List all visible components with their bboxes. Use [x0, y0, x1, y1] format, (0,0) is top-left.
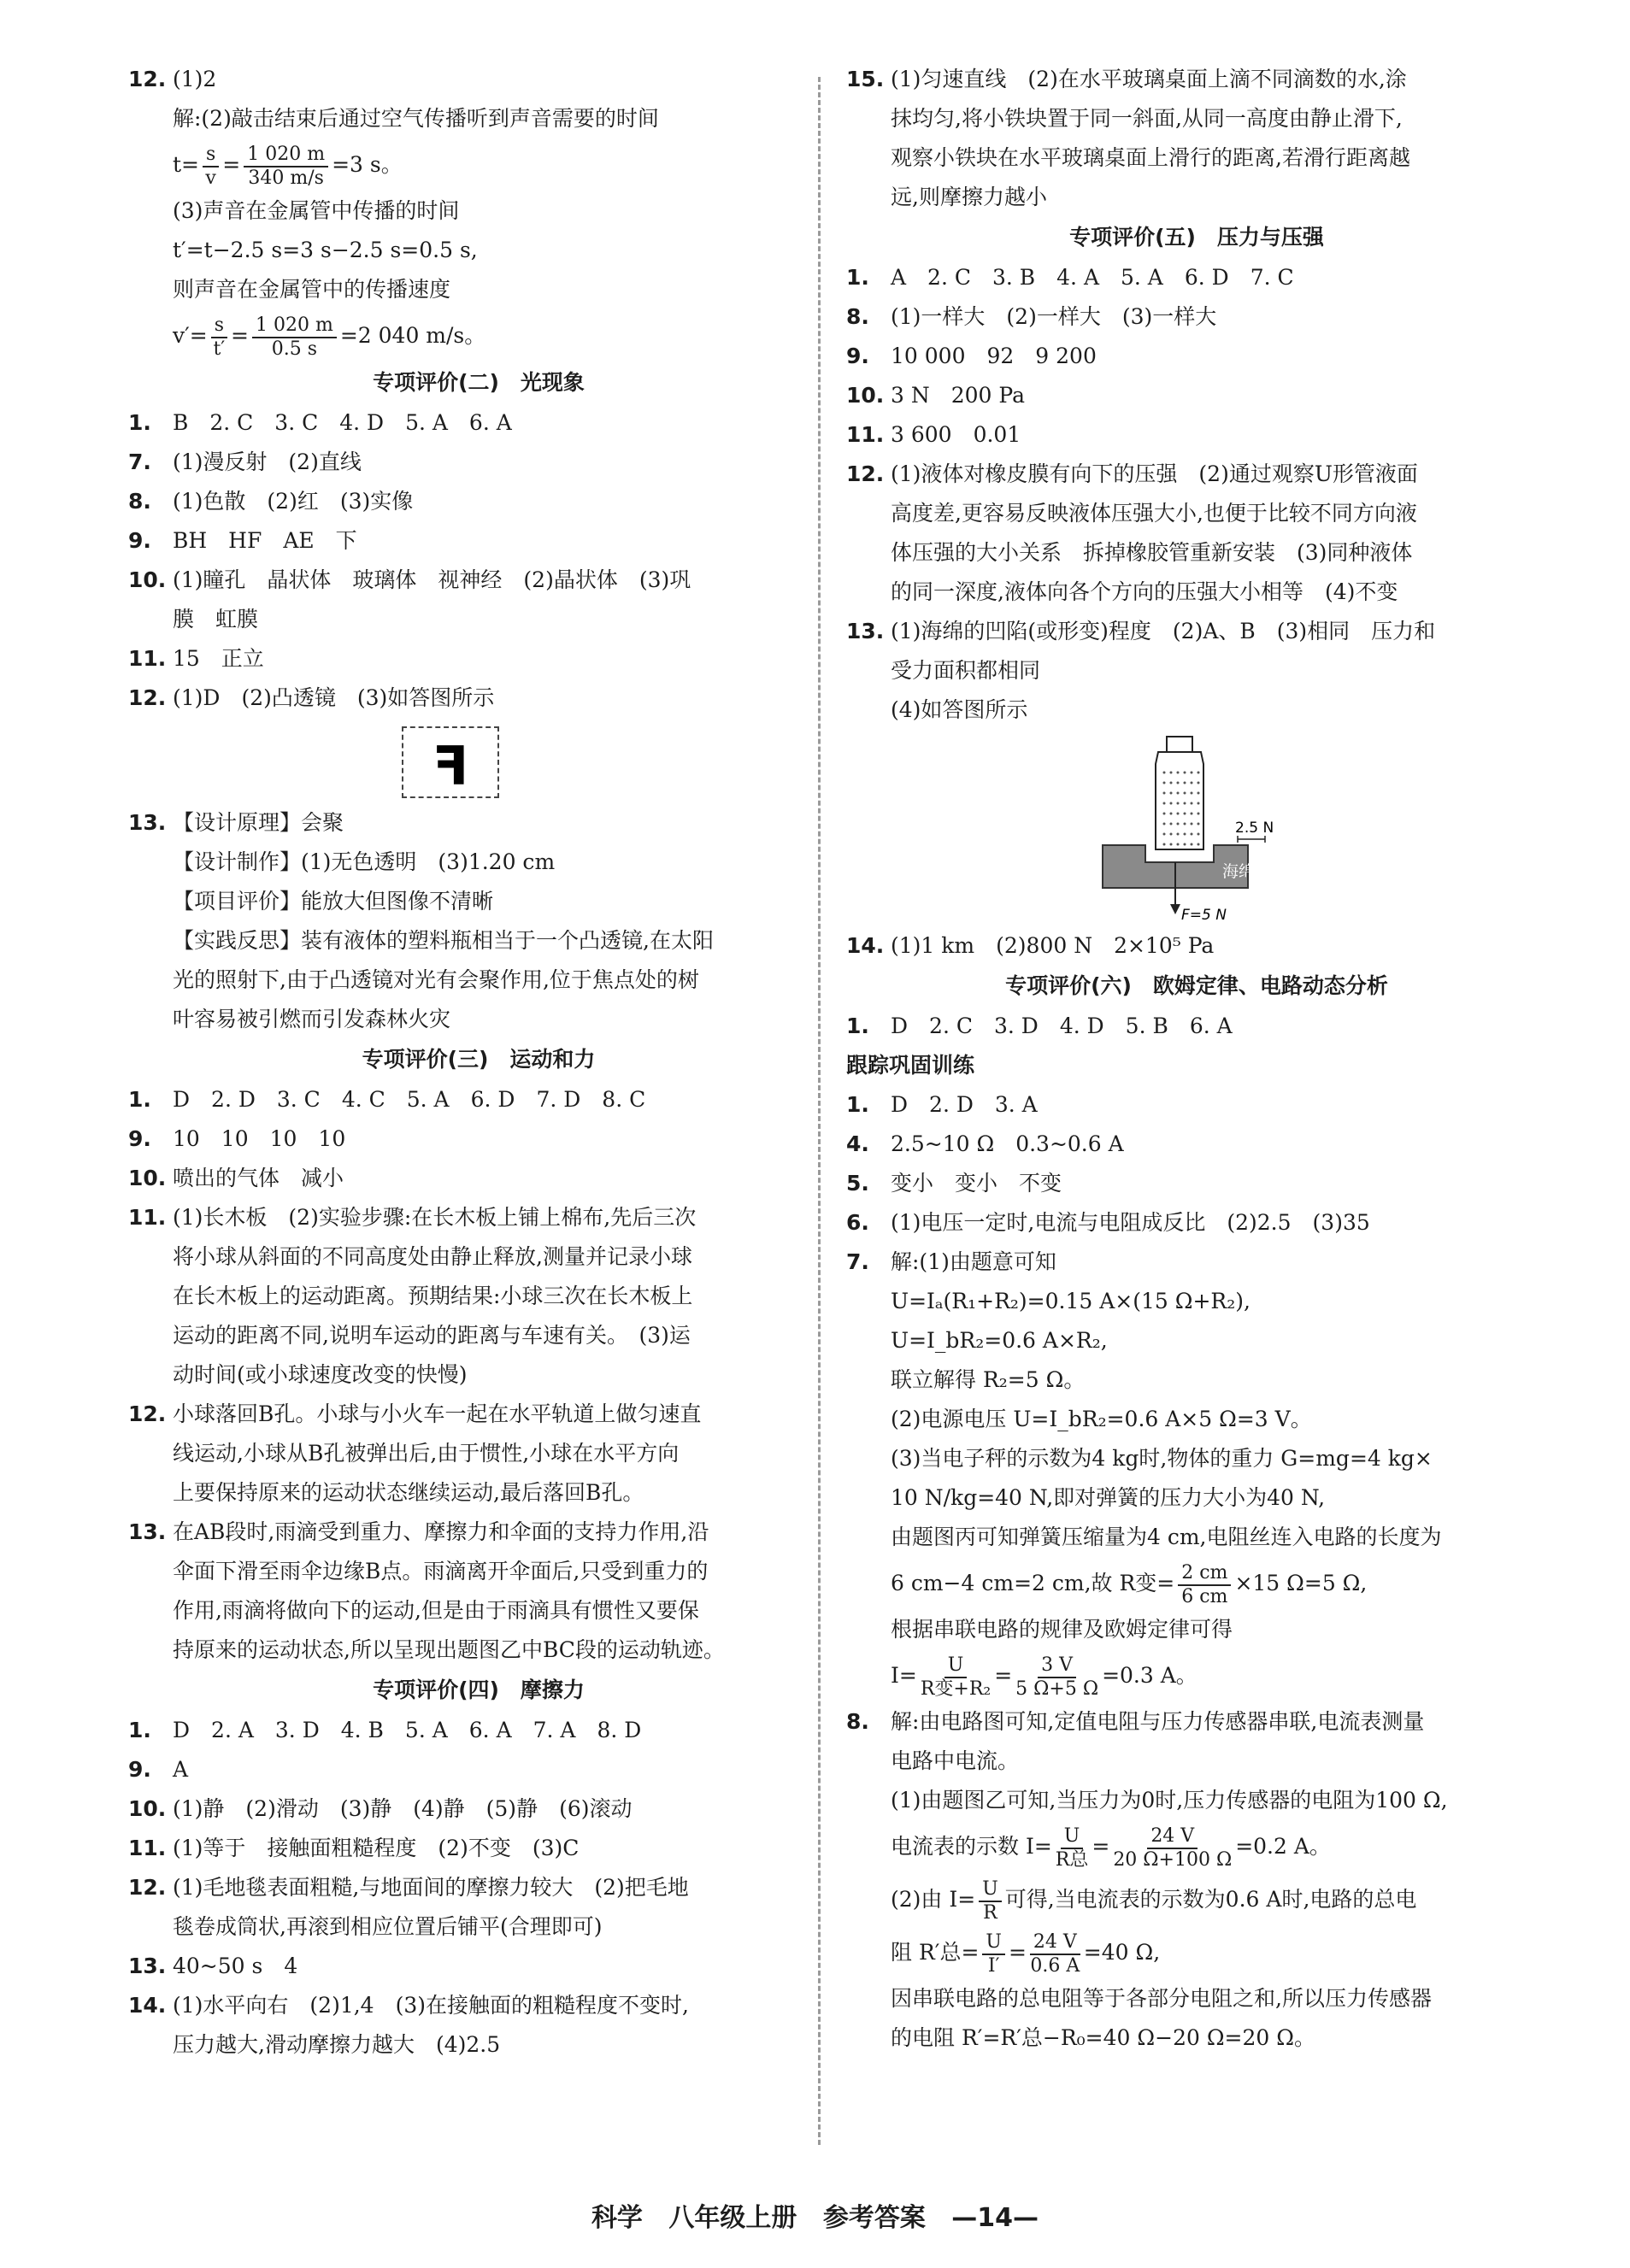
answer-text: 作用,雨滴将做向下的运动,但是由于雨滴具有惯性又要保 — [173, 1598, 699, 1623]
answer-text: 膜 虹膜 — [173, 607, 259, 632]
answer-line — [128, 679, 829, 718]
answer-text: D 2. D 3. A — [891, 1092, 1038, 1117]
answer-text: 线运动,小球从B孔被弹出后,由于惯性,小球在水平方向 — [173, 1441, 680, 1466]
answer-text: 【设计原理】会聚 — [173, 810, 344, 835]
section-heading: 专项评价(三) 运动和力 — [362, 1047, 596, 1072]
question-number: 9. — [128, 528, 151, 553]
answer-text: 解:(1)由题意可知 — [891, 1249, 1056, 1274]
answer-line — [846, 690, 1547, 730]
answer-line — [128, 882, 829, 921]
page-footer — [0, 2196, 1630, 2234]
question-number: 13. — [128, 810, 167, 835]
answer-text: (1)静 (2)滑动 (3)静 (4)静 (5)静 (6)滚动 — [173, 1796, 633, 1821]
bottle-icon — [1156, 737, 1203, 849]
formula: 电流表的示数 I= $\frac{U}{\text{R总}}$ = $\frac{24 V}{20 \Omega+100 \Omega}$ =0.2 A。 — [891, 1824, 1331, 1871]
answer-text: 叶容易被引燃而引发森林火灾 — [173, 1007, 451, 1031]
answer-line — [128, 1198, 829, 1237]
answer-line — [846, 494, 1547, 533]
answer-text: 15 正立 — [173, 646, 264, 671]
answer-line — [846, 1360, 1547, 1400]
section-answers — [128, 1711, 829, 2065]
answer-line — [846, 1979, 1547, 2018]
subsection-heading: 跟踪巩固训练 — [846, 1053, 975, 1078]
answer-text: 持原来的运动状态,所以呈现出题图乙中BC段的运动轨迹。 — [173, 1637, 725, 1662]
question-number: 12. — [128, 1875, 167, 1900]
question-number: 10. — [128, 1796, 167, 1821]
answer-text: (1)匀速直线 (2)在水平玻璃桌面上滴不同滴数的水,涂 — [891, 67, 1407, 91]
answer-line — [128, 1750, 829, 1789]
answer-line — [128, 521, 829, 561]
answer-line — [846, 1518, 1547, 1557]
section-answers — [128, 1080, 829, 1670]
question-number: 8. — [846, 1709, 869, 1734]
answer-line — [128, 1789, 829, 1829]
answer-text: 【项目评价】能放大但图像不清晰 — [173, 889, 494, 914]
answer-text: 运动的距离不同,说明车运动的距离与车速有关。 (3)运 — [173, 1323, 691, 1348]
answer-line — [846, 1781, 1547, 1820]
answer-line — [128, 443, 829, 482]
answer-line — [846, 573, 1547, 612]
question-number: 12. — [846, 461, 885, 486]
answer-text: (2)电源电压 U=I_bR₂=0.6 A×5 Ω=3 V。 — [891, 1407, 1312, 1431]
answer-text: (1)瞳孔 晶状体 玻璃体 视神经 (2)晶状体 (3)巩 — [173, 567, 691, 592]
answer-text: 高度差,更容易反映液体压强大小,也便于比较不同方向液 — [891, 501, 1417, 526]
answer-line — [128, 1513, 829, 1552]
answer-line — [846, 297, 1547, 337]
answer-text: 的同一深度,液体向各个方向的压强大小相等 (4)不变 — [891, 579, 1398, 604]
answer-text: (1)色散 (2)红 (3)实像 — [173, 489, 414, 514]
answer-line — [128, 1473, 829, 1513]
answer-line: t′=t−2.5 s=3 s−2.5 s=0.5 s, — [173, 238, 478, 262]
footer-label: 参考答案 — [822, 2203, 926, 2233]
answer-text: D 2. D 3. C 4. C 5. A 6. D 7. D 8. C — [173, 1087, 646, 1112]
answer-line — [128, 561, 829, 600]
answer-line — [846, 2018, 1547, 2058]
answer-line — [846, 651, 1547, 690]
answer-text: 受力面积都相同 — [891, 658, 1041, 683]
section-answers — [846, 1979, 1547, 2058]
answer-line — [128, 1316, 829, 1355]
answer-line — [128, 1711, 829, 1750]
answer-text: (1)长木板 (2)实验步骤:在长木板上铺上棉布,先后三次 — [173, 1205, 697, 1230]
answer-text: 因串联电路的总电阻等于各部分电阻之和,所以压力传感器 — [891, 1986, 1432, 2011]
question-number: 12. — [128, 1401, 167, 1426]
formula: t= $\frac{s}{v}$ = $\frac{1 020 m}{340 m/s}$ =3 s。 — [173, 143, 403, 189]
answer-line: 12. (1)2 — [128, 67, 217, 91]
answer-line — [846, 1007, 1547, 1046]
question-number: 1. — [846, 1092, 869, 1117]
answer-text: 伞面下滑至雨伞边缘B点。雨滴离开伞面后,只受到重力的 — [173, 1559, 709, 1583]
sponge-label: 海绵 — [1222, 862, 1256, 881]
answer-line — [128, 1630, 829, 1670]
answer-line: 解:(2)敲击结束后通过空气传播听到声音需要的时间 — [173, 106, 659, 131]
answer-text: BH HF AE 下 — [173, 528, 357, 553]
question-number: 1. — [128, 410, 151, 435]
question-number: 10. — [128, 567, 167, 592]
answer-figure — [846, 730, 1547, 926]
answer-text: (1)由题图乙可知,当压力为0时,压力传感器的电阻为100 Ω, — [891, 1788, 1448, 1813]
force-label: F=5 N — [1181, 907, 1227, 924]
section-answers — [846, 1085, 1547, 1557]
formula: 6 cm−4 cm=2 cm,故 R变= $\frac{2 cm}{6 cm}$ ×15 Ω=5 Ω, — [891, 1561, 1368, 1607]
answer-line — [128, 1119, 829, 1159]
answer-line — [846, 60, 1547, 99]
answer-line — [846, 1439, 1547, 1478]
answer-text: 在AB段时,雨滴受到重力、摩擦力和伞面的支持力作用,沿 — [173, 1519, 709, 1544]
answer-text: 2.5~10 Ω 0.3~0.6 A — [891, 1131, 1124, 1156]
answer-line — [846, 1742, 1547, 1781]
scale-label: 2.5 N — [1235, 820, 1274, 837]
question-number: 7. — [128, 449, 151, 474]
answer-text: 电路中电流。 — [891, 1748, 1020, 1773]
question-number: 11. — [128, 1205, 167, 1230]
answer-line — [128, 639, 829, 679]
answer-text: A 2. C 3. B 4. A 5. A 6. D 7. C — [891, 265, 1294, 290]
question-number: 5. — [846, 1171, 869, 1196]
answer-text: 观察小铁块在水平玻璃桌面上滑行的距离,若滑行距离越 — [891, 145, 1410, 170]
question-number: 1. — [846, 265, 869, 290]
question-number: 1. — [846, 1014, 869, 1038]
section-answers — [128, 803, 829, 1039]
answer-text: 10 000 92 9 200 — [891, 344, 1097, 368]
question-number: 8. — [846, 304, 869, 329]
answer-text: (1)毛地毯表面粗糙,与地面间的摩擦力较大 (2)把毛地 — [173, 1875, 689, 1900]
left-column — [128, 60, 829, 2065]
question-number: 10. — [128, 1166, 167, 1190]
question-number: 13. — [128, 1519, 167, 1544]
answer-line — [846, 1400, 1547, 1439]
answer-line — [846, 99, 1547, 138]
answer-text: 解:由电路图可知,定值电阻与压力传感器串联,电流表测量 — [891, 1709, 1425, 1734]
answer-text: 10 N/kg=40 N,即对弹簧的压力大小为40 N, — [891, 1485, 1326, 1510]
answer-text: (4)如答图所示 — [891, 697, 1028, 722]
answer-line — [128, 1947, 829, 1986]
answer-text: D 2. C 3. D 4. D 5. B 6. A — [891, 1014, 1233, 1038]
mirrored-f-figure — [403, 728, 497, 796]
answer-line — [846, 1203, 1547, 1243]
answer-text: 3 N 200 Pa — [891, 383, 1025, 408]
answer-line — [846, 1478, 1547, 1518]
question-number: 14. — [846, 933, 885, 958]
question-number: 11. — [846, 422, 885, 447]
answer-line — [128, 1434, 829, 1473]
answer-line — [128, 1237, 829, 1277]
answer-line — [846, 337, 1547, 376]
section-heading: 专项评价(五) 压力与压强 — [1069, 225, 1324, 250]
answer-line — [128, 1868, 829, 1907]
bottle-on-sponge-figure — [846, 730, 1547, 926]
answer-text: 动时间(或小球速度改变的快慢) — [173, 1362, 468, 1387]
answer-text: 40~50 s 4 — [173, 1954, 298, 1978]
answer-line — [846, 415, 1547, 455]
answer-text: U=Iₐ(R₁+R₂)=0.15 A×(15 Ω+R₂), — [891, 1289, 1250, 1313]
answer-text: 在长木板上的运动距离。预期结果:小球三次在长木板上 — [173, 1284, 693, 1308]
right-column — [846, 60, 1547, 2058]
formula: v′= $\frac{s}{t'}$ = $\frac{1 020 m}{0.5 s}$ =2 040 m/s。 — [173, 314, 486, 360]
answer-text: (1)水平向右 (2)1,4 (3)在接触面的粗糙程度不变时, — [173, 1993, 689, 2018]
section-answers — [846, 60, 1547, 217]
footer-subject: 科学 — [591, 2203, 643, 2233]
answer-text: 喷出的气体 减小 — [173, 1166, 344, 1190]
answer-line — [846, 1282, 1547, 1321]
answer-line — [128, 1829, 829, 1868]
answer-text: 3 600 0.01 — [891, 422, 1021, 447]
answer-text: A — [173, 1757, 189, 1782]
section-answers — [846, 1702, 1547, 1820]
answer-line — [846, 612, 1547, 651]
answer-text: 压力越大,滑动摩擦力越大 (4)2.5 — [173, 2032, 501, 2057]
answer-line — [846, 178, 1547, 217]
answer-text: 小球落回B孔。小球与小火车一起在水平轨道上做匀速直 — [173, 1401, 702, 1426]
answer-line — [128, 1986, 829, 2025]
answer-text: 【实践反思】装有液体的塑料瓶相当于一个凸透镜,在太阳 — [173, 928, 714, 953]
section-answers — [846, 1007, 1547, 1046]
answer-line — [128, 2025, 829, 2065]
section-heading: 专项评价(六) 欧姆定律、电路动态分析 — [1005, 973, 1388, 998]
answer-text: B 2. C 3. C 4. D 5. A 6. A — [173, 410, 512, 435]
question-number: 1. — [128, 1087, 151, 1112]
answer-line: 根据串联电路的规律及欧姆定律可得 — [891, 1617, 1233, 1642]
answer-text: (1)漫反射 (2)直线 — [173, 449, 362, 474]
question-number: 15. — [846, 67, 885, 91]
question-number: 4. — [846, 1131, 869, 1156]
answer-text: (1)液体对橡皮膜有向下的压强 (2)通过观察U形管液面 — [891, 461, 1418, 486]
answer-text: 由题图丙可知弹簧压缩量为4 cm,电阻丝连入电路的长度为 — [891, 1525, 1442, 1549]
page-number: —14— — [951, 2203, 1039, 2233]
answer-text: 光的照射下,由于凸透镜对光有会聚作用,位于焦点处的树 — [173, 967, 699, 992]
dashed-frame — [402, 726, 499, 798]
answer-line — [846, 1164, 1547, 1203]
answer-line — [846, 376, 1547, 415]
answer-figure — [128, 718, 829, 803]
question-number: 7. — [846, 1249, 869, 1274]
question-number: 9. — [846, 344, 869, 368]
answer-line — [128, 403, 829, 443]
answer-line — [846, 926, 1547, 966]
answer-line — [128, 1395, 829, 1434]
question-number: 12. — [128, 685, 167, 710]
section-heading: 专项评价(二) 光现象 — [373, 370, 585, 395]
section-heading: 专项评价(四) 摩擦力 — [373, 1677, 585, 1702]
question-number: 9. — [128, 1757, 151, 1782]
question-number: 11. — [128, 1836, 167, 1860]
footer-grade: 八年级上册 — [668, 2203, 797, 2233]
answer-text: 抹均匀,将小铁块置于同一斜面,从同一高度由静止滑下, — [891, 106, 1403, 131]
answer-text: (3)当电子秤的示数为4 kg时,物体的重力 G=mg=4 kg× — [891, 1446, 1433, 1471]
answer-line — [846, 1085, 1547, 1125]
section-answers — [128, 403, 829, 718]
answer-text: (1)等于 接触面粗糙程度 (2)不变 (3)C — [173, 1836, 580, 1860]
answer-text: 的电阻 R′=R′总−R₀=40 Ω−20 Ω=20 Ω。 — [891, 2025, 1315, 2050]
force-arrowhead — [1170, 904, 1180, 914]
answer-text: (1)一样大 (2)一样大 (3)一样大 — [891, 304, 1217, 329]
answer-line — [128, 1355, 829, 1395]
answer-line — [846, 258, 1547, 297]
question-number: 6. — [846, 1210, 869, 1235]
answer-text: 上要保持原来的运动状态继续运动,最后落回B孔。 — [173, 1480, 644, 1505]
answer-text: D 2. A 3. D 4. B 5. A 6. A 7. A 8. D — [173, 1718, 642, 1742]
answer-text: 远,则摩擦力越小 — [891, 185, 1047, 209]
answer-text: (1)D (2)凸透镜 (3)如答图所示 — [173, 685, 495, 710]
answer-text: 10 10 10 10 — [173, 1126, 346, 1151]
section-answers — [846, 926, 1547, 966]
answer-text: 将小球从斜面的不同高度处由静止释放,测量并记录小球 — [173, 1244, 692, 1269]
answer-line — [846, 455, 1547, 494]
answer-line — [846, 138, 1547, 178]
answer-line — [846, 533, 1547, 573]
answer-text: (1)电压一定时,电流与电阻成反比 (2)2.5 (3)35 — [891, 1210, 1370, 1235]
formula: 阻 R′总= $\frac{U}{I'}$ = $\frac{24 V}{0.6 A}$ =40 Ω, — [891, 1930, 1161, 1977]
answer-text: (1)1 km (2)800 N 2×10⁵ Pa — [891, 933, 1215, 958]
section-answers — [846, 258, 1547, 730]
answer-line — [128, 1159, 829, 1198]
answer-line: (3)声音在金属管中传播的时间 — [173, 198, 460, 223]
question-number: 11. — [128, 646, 167, 671]
scale-bar — [1238, 836, 1265, 843]
answer-line — [128, 1552, 829, 1591]
answer-line — [128, 1277, 829, 1316]
answer-text: U=I_bR₂=0.6 A×R₂, — [891, 1328, 1108, 1353]
answer-line — [846, 1243, 1547, 1282]
answer-line — [128, 1080, 829, 1119]
answer-line — [846, 1321, 1547, 1360]
answer-line — [128, 600, 829, 639]
answer-text: 体压强的大小关系 拆掉橡胶管重新安装 (3)同种液体 — [891, 540, 1413, 565]
answer-text: (1)海绵的凹陷(或形变)程度 (2)A、B (3)相同 压力和 — [891, 619, 1436, 643]
answer-line — [128, 1000, 829, 1039]
answer-text: 变小 变小 不变 — [891, 1171, 1062, 1196]
answer-line — [128, 843, 829, 882]
formula: (2)由 I= $\frac{U}{R}$ 可得,当电流表的示数为0.6 A时,电路的总电 — [891, 1877, 1417, 1924]
figure-glyph: F — [432, 735, 469, 796]
question-number: 8. — [128, 489, 151, 514]
answer-line — [128, 803, 829, 843]
question-number: 1. — [128, 1718, 151, 1742]
answer-line: 则声音在金属管中的传播速度 — [173, 277, 451, 302]
answer-text: 联立解得 R₂=5 Ω。 — [891, 1367, 1086, 1392]
answer-line — [846, 1125, 1547, 1164]
question-number: 13. — [128, 1954, 167, 1978]
question-number: 13. — [846, 619, 885, 643]
answer-line — [846, 1702, 1547, 1742]
formula: I= $\frac{U}{\text{R变+R₂}}$ = $\frac{3 V}{5 \Omega+5 \Omega}$ =0.3 A。 — [891, 1654, 1197, 1700]
question-number: 14. — [128, 1993, 167, 2018]
answer-line — [128, 482, 829, 521]
answer-line — [128, 1591, 829, 1630]
answer-text: 【设计制作】(1)无色透明 (3)1.20 cm — [173, 849, 556, 874]
question-number: 9. — [128, 1126, 151, 1151]
answer-line — [128, 1907, 829, 1947]
answer-line — [128, 961, 829, 1000]
question-number: 10. — [846, 383, 885, 408]
answer-text: 毯卷成筒状,再滚到相应位置后铺平(合理即可) — [173, 1914, 603, 1939]
answer-line — [128, 921, 829, 961]
